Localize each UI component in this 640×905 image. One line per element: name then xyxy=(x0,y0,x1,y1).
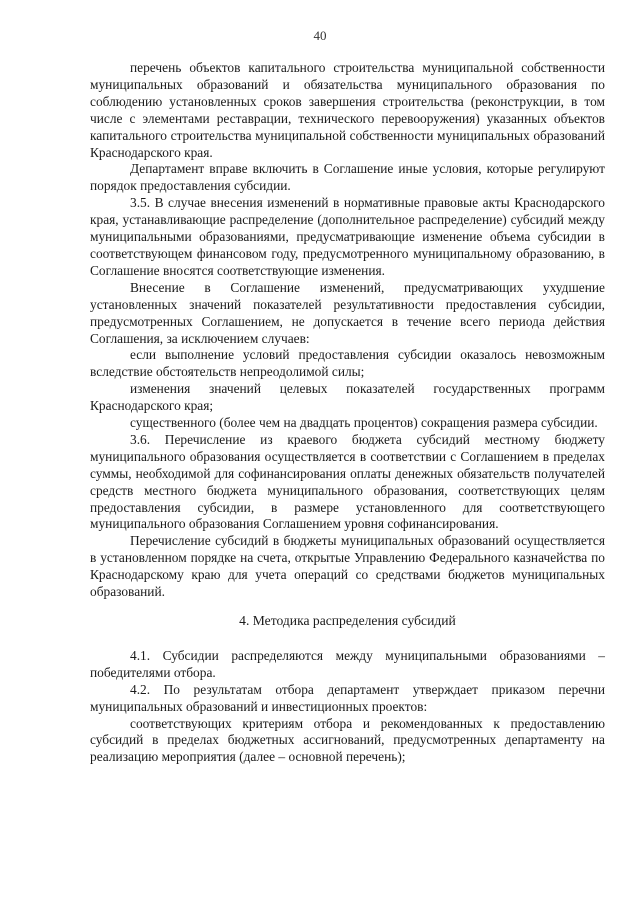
paragraph-4-1: 4.1. Субсидии распределяются между муниципальными образованиями – победителями отбора. xyxy=(90,647,605,680)
section-heading: 4. Методика распределения субсидий xyxy=(239,613,456,628)
paragraph-3-6: 3.6. Перечисление из краевого бюджета субсидий местному бюджету муниципального образования осуществляется в соответствии с Соглашением в пределах суммы, необходимой для софинансирования оплаты денежных обязательств получателей средств местного бюджета муниципального образования, соответствующих целям предоставления субсидии, в размере установленного для соответствующего муниципального образования Соглашением уровня софинансирования. xyxy=(90,431,605,532)
paragraph-main-list: соответствующих критериям отбора и рекомендованных к предоставлению субсидий в пределах бюджетных ассигнований, предусмотренных департаменту на реализацию мероприятия (далее – основной перечень); xyxy=(90,715,605,765)
document-body xyxy=(90,60,605,766)
paragraph-object-list: перечень объектов капитального строительства муниципальной собственности муниципальных образований и обязательства муниципального образования по соблюдению установленных сроков завершения строительства (реконструкции, в том числе с элементами реставрации, технического перевооружения) указанных объектов капитального строительства муниципальной собственности муниципальных образований Краснодарского края. xyxy=(90,60,605,160)
paragraph-additional-conditions: Департамент вправе включить в Соглашение иные условия, которые регулируют порядок предоставления субсидии. xyxy=(90,161,605,194)
paragraph-4-2: 4.2. По результатам отбора департамент утверждает приказом перечни муниципальных образований и инвестиционных проектов: xyxy=(90,681,605,714)
paragraph-target-indicators: изменения значений целевых показателей государственных программ Краснодарского края; xyxy=(90,381,605,414)
paragraph-treasury-transfer: Перечисление субсидий в бюджеты муниципальных образований осуществляется в установленном порядке на счета, открытые Управлению Федерального казначейства по Краснодарскому краю для учета операций со средствами бюджетов муниципальных образований. xyxy=(90,533,605,600)
paragraph-amendments: Внесение в Соглашение изменений, предусматривающих ухудшение установленных значений показателей результативности предоставления субсидии, предусмотренных Соглашением, не допускается в течение всего периода действия Соглашения, за исключением случаев: xyxy=(90,279,605,346)
paragraph-subsidy-reduction: существенного (более чем на двадцать процентов) сокращения размера субсидии. xyxy=(130,415,598,431)
paragraph-force-majeure: если выполнение условий предоставления субсидии оказалось невозможным вследствие обстоятельств непреодолимой силы; xyxy=(90,347,605,380)
page-number: 40 xyxy=(313,28,327,43)
paragraph-3-5: 3.5. В случае внесения изменений в нормативные правовые акты Краснодарского края, устанавливающие распределение (дополнительное распределение) субсидий между муниципальными образованиями, предусматривающие изменение объема субсидии в соответствующем финансовом году, предусмотренного муниципальному образованию, в Соглашение вносятся соответствующие изменения. xyxy=(90,195,605,278)
